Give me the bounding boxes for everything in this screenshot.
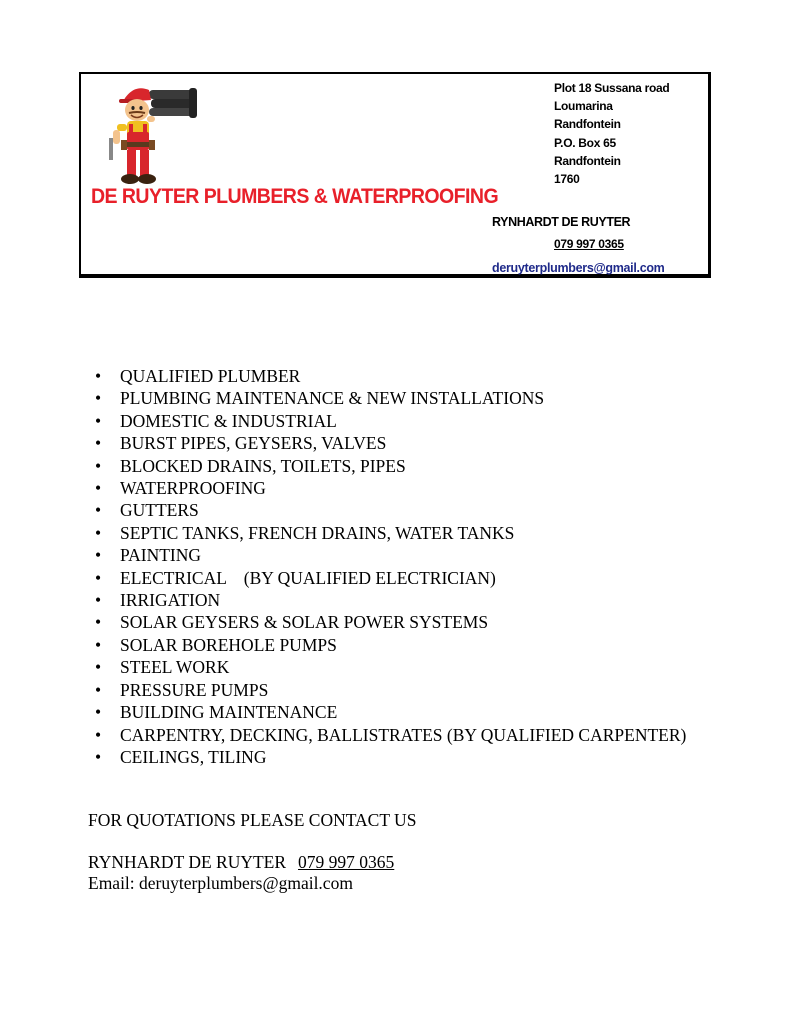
service-label: BUILDING MAINTENANCE	[120, 702, 338, 723]
service-label: CARPENTRY, DECKING, BALLISTRATES (BY QUALIFIED CARPENTER)	[120, 724, 687, 745]
service-label: ELECTRICAL (BY QUALIFIED ELECTRICIAN)	[120, 567, 496, 588]
bullet-icon: •	[95, 746, 102, 767]
list-item	[95, 522, 686, 544]
service-label: CEILINGS, TILING	[120, 746, 267, 767]
services-list	[95, 365, 686, 768]
plumber-mascot-icon	[105, 80, 201, 192]
contact-name: RYNHARDT DE RUYTER	[88, 852, 287, 872]
list-item	[95, 455, 686, 477]
bullet-icon: •	[95, 366, 102, 386]
contact-phone-link[interactable]: 079 997 0365	[298, 852, 395, 872]
address-line: P.O. Box 65	[554, 135, 616, 150]
bullet-icon: •	[95, 388, 102, 409]
service-label: BLOCKED DRAINS, TOILETS, PIPES	[120, 455, 406, 476]
bullet-icon: •	[95, 612, 102, 633]
service-label: PRESSURE PUMPS	[120, 679, 269, 700]
bullet-icon: •	[95, 433, 102, 454]
bullet-icon: •	[95, 702, 102, 723]
bullet-icon: •	[95, 590, 102, 611]
list-item	[95, 410, 686, 432]
letterhead-box	[79, 72, 711, 278]
list-item	[95, 679, 686, 701]
list-item	[95, 701, 686, 723]
address-line: Plot 18 Sussana road	[554, 81, 670, 95]
list-item	[95, 477, 686, 499]
service-label: IRRIGATION	[120, 590, 221, 611]
list-item	[95, 746, 686, 768]
service-label: QUALIFIED PLUMBER	[120, 366, 301, 386]
address-block	[554, 79, 669, 188]
header-email-link[interactable]: deruyterplumbers@gmail.com	[492, 261, 665, 275]
bullet-icon: •	[95, 455, 102, 476]
list-item	[95, 567, 686, 589]
list-item	[95, 724, 686, 746]
service-label: SOLAR BOREHOLE PUMPS	[120, 634, 337, 655]
company-name: DE RUYTER PLUMBERS & WATERPROOFING	[91, 185, 499, 208]
list-item	[95, 656, 686, 678]
service-label: GUTTERS	[120, 500, 199, 521]
service-label: STEEL WORK	[120, 657, 230, 678]
list-item	[95, 387, 686, 409]
bullet-icon: •	[95, 634, 102, 655]
list-item	[95, 544, 686, 566]
bullet-icon: •	[95, 545, 102, 566]
list-item	[95, 499, 686, 521]
contact-email[interactable]: Email: deruyterplumbers@gmail.com	[88, 873, 353, 893]
list-item	[95, 634, 686, 656]
service-label: WATERPROOFING	[120, 478, 266, 499]
service-label: PAINTING	[120, 545, 202, 566]
address-line: Randfontein	[554, 117, 621, 132]
bullet-icon: •	[95, 679, 102, 700]
service-label: BURST PIPES, GEYSERS, VALVES	[120, 433, 387, 454]
service-label: PLUMBING MAINTENANCE & NEW INSTALLATIONS	[120, 388, 545, 409]
address-line: 1760	[554, 172, 580, 187]
service-label: DOMESTIC & INDUSTRIAL	[120, 410, 337, 431]
list-item	[95, 432, 686, 454]
address-line: Loumarina	[554, 99, 613, 114]
service-label: SOLAR GEYSERS & SOLAR POWER SYSTEMS	[120, 612, 489, 633]
owner-name: RYNHARDT DE RUYTER	[492, 215, 631, 229]
list-item	[95, 365, 686, 387]
service-label: SEPTIC TANKS, FRENCH DRAINS, WATER TANKS	[120, 522, 515, 543]
list-item	[95, 589, 686, 611]
list-item	[95, 611, 686, 633]
bullet-icon: •	[95, 657, 102, 678]
bullet-icon: •	[95, 500, 102, 521]
header-phone-link[interactable]: 079 997 0365	[554, 237, 624, 251]
bullet-icon: •	[95, 522, 102, 543]
address-line: Randfontein	[554, 153, 621, 168]
bullet-icon: •	[95, 410, 102, 431]
quotation-heading: FOR QUOTATIONS PLEASE CONTACT US	[88, 810, 417, 830]
bullet-icon: •	[95, 567, 102, 588]
contact-line	[88, 852, 394, 873]
bullet-icon: •	[95, 478, 102, 499]
bullet-icon: •	[95, 724, 102, 745]
